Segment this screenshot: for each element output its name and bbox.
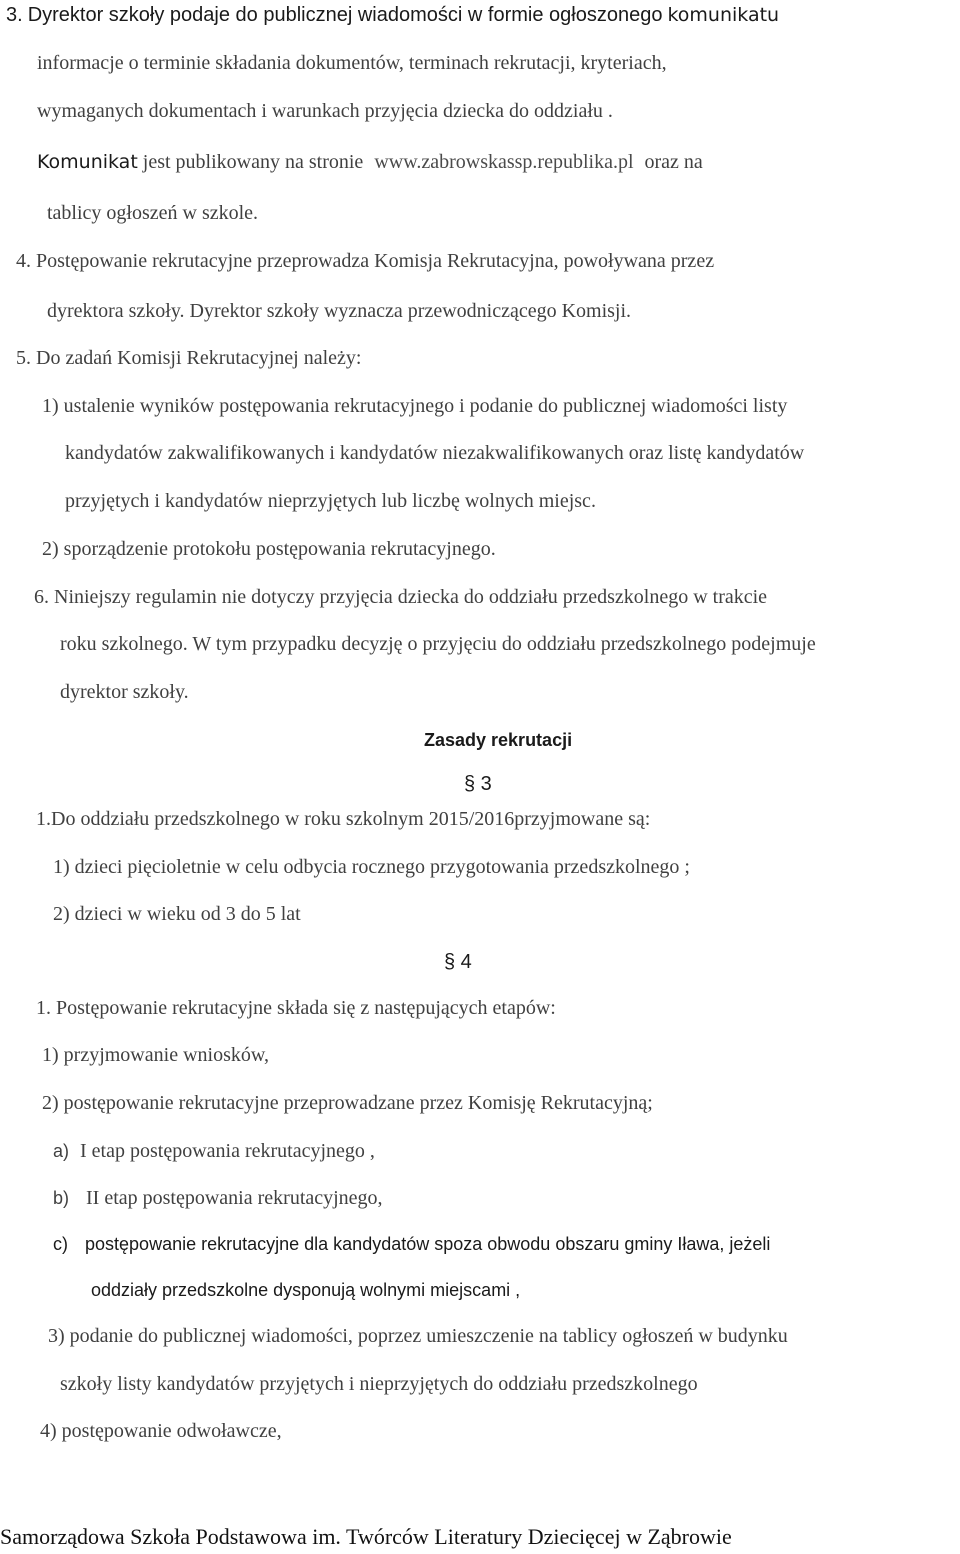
section-4-sub-4: 4) postępowanie odwoławcze,: [40, 1420, 282, 1442]
website-link[interactable]: www.zabrowskassp.republika.pl: [374, 151, 634, 173]
item-3-line-4: [37, 150, 703, 174]
item-a-label: a): [53, 1141, 70, 1161]
item-3-line-1: [6, 3, 779, 27]
item-5-sub-2: 2) sporządzenie protokołu postępowania rekrutacyjnego.: [42, 538, 496, 560]
section-4-item-c: [53, 1232, 770, 1256]
section-3-sub-1: 1) dzieci pięcioletnie w celu odbycia rocznego przygotowania przedszkolnego ;: [53, 856, 690, 878]
item-b-text: II etap postępowania rekrutacyjnego,: [86, 1187, 383, 1209]
section-4-item-1: 1. Postępowanie rekrutacyjne składa się z następujących etapów:: [36, 997, 556, 1019]
item-3-line-5: tablicy ogłoszeń w szkole.: [47, 202, 259, 224]
item-b-label: b): [53, 1188, 70, 1208]
section-heading: Zasady rekrutacji: [424, 730, 573, 750]
page-footer: Samorządowa Szkoła Podstawowa im. Twórców Literatury Dziecięcej w Ząbrowie: [0, 1524, 732, 1549]
paragraph-mark-3: § 3: [464, 773, 492, 795]
item-a-text: I etap postępowania rekrutacyjnego ,: [80, 1140, 375, 1162]
item-3-line-2: informacje o terminie składania dokumentów, terminach rekrutacji, kryteriach,: [37, 52, 667, 74]
item-6-line-2: roku szkolnego. W tym przypadku decyzję o przyjęciu do oddziału przedszkolnego podejmuje: [60, 633, 816, 655]
section-4-sub-1: 1) przyjmowanie wniosków,: [42, 1044, 269, 1066]
item-4-line-1: 4. Postępowanie rekrutacyjne przeprowadza Komisja Rekrutacyjna, powoływana przez: [16, 250, 715, 272]
item-5-sub-1-line-2: kandydatów zakwalifikowanych i kandydatów niezakwalifikowanych oraz listę kandydatów: [65, 442, 805, 464]
item-3-number: 3.: [6, 4, 23, 26]
section-4-item-a: [53, 1139, 375, 1163]
item-c-text-line-2: oddziały przedszkolne dysponują wolnymi miejscami ,: [91, 1280, 521, 1300]
section-3-sub-2: 2) dzieci w wieku od 3 do 5 lat: [53, 903, 301, 925]
item-4-line-2: dyrektora szkoły. Dyrektor szkoły wyznacza przewodniczącego Komisji.: [47, 300, 632, 322]
item-5-sub-1-line-1: 1) ustalenie wyników postępowania rekrutacyjnego i podanie do publicznej wiadomości listy: [42, 395, 788, 417]
item-c-label: c): [53, 1234, 68, 1254]
section-3-item-1: 1.Do oddziału przedszkolnego w roku szkolnym 2015/2016przyjmowane są:: [36, 808, 651, 830]
item-5-sub-1-line-3: przyjętych i kandydatów nieprzyjętych lub liczbę wolnych miejsc.: [65, 490, 596, 512]
item-6-line-1: 6. Niniejszy regulamin nie dotyczy przyjęcia dziecka do oddziału przedszkolnego w trakcie: [34, 586, 768, 608]
item-5-line-1: 5. Do zadań Komisji Rekrutacyjnej należy:: [16, 347, 362, 369]
komunikatu-word: komunikatu: [667, 4, 780, 26]
section-4-sub-3-line-1: 3) podanie do publicznej wiadomości, poprzez umieszczenie na tablicy ogłoszeń w budynku: [48, 1325, 788, 1347]
section-4-sub-2: 2) postępowanie rekrutacyjne przeprowadzane przez Komisję Rekrutacyjną;: [42, 1092, 653, 1114]
section-4-item-b: [53, 1186, 383, 1210]
item-3-line-4-end: oraz na: [644, 151, 703, 173]
item-3-line-3: wymaganych dokumentach i warunkach przyjęcia dziecka do oddziału .: [37, 100, 613, 122]
section-4-sub-3-line-2: szkoły listy kandydatów przyjętych i nieprzyjętych do oddziału przedszkolnego: [60, 1373, 698, 1395]
item-c-text-line-1: postępowanie rekrutacyjne dla kandydatów spoza obwodu obszaru gminy Iława, jeżeli: [85, 1234, 771, 1254]
paragraph-mark-4: § 4: [444, 951, 472, 973]
item-6-line-3: dyrektor szkoły.: [60, 681, 189, 703]
komunikat-word: Komunikat: [37, 151, 138, 173]
item-3-text: Dyrektor szkoły podaje do publicznej wiadomości w formie ogłoszonego: [27, 4, 663, 26]
item-3-line-4-mid: jest publikowany na stronie: [142, 151, 364, 173]
